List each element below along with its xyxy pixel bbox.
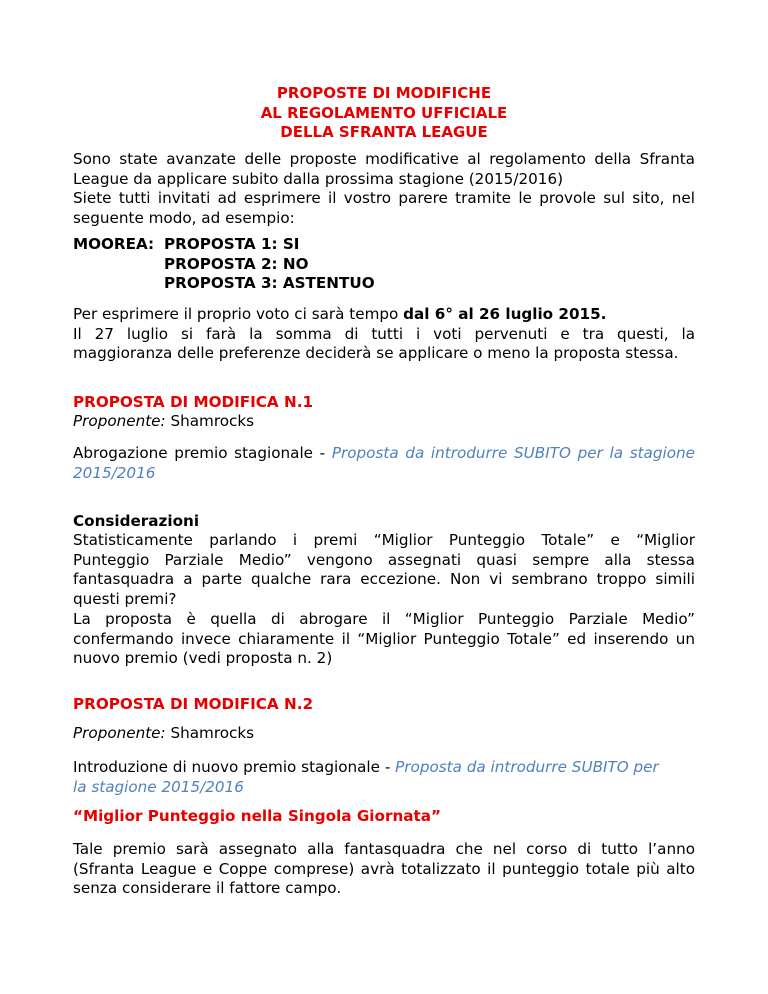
award-description: Tale premio sarà assegnato alla fantasquadra che nel corso di tutto l’anno (Sfranta League e Coppe comprese) avrà totalizzato il punteggio totale più alto senza considerare il fattore campo. [73,840,695,898]
proposal-1-heading: PROPOSTA DI MODIFICA N.1 [73,393,314,411]
title-line-2: AL REGOLAMENTO UFFICIALE [260,103,508,122]
vote-line-3: maggioranza delle preferenze deciderà se applicare o meno la proposta stessa. [73,344,679,363]
intro-line-1: Sono state avanzate delle proposte modificative al regolamento della Sfranta [73,150,695,168]
example-proposal-2: PROPOSTA 2: NO [164,254,309,273]
example-proposal-3: PROPOSTA 3: ASTENTUO [164,274,375,293]
award-name: “Miglior Punteggio nella Singola Giornata” [73,807,441,825]
considerations-heading: Considerazioni [73,512,200,530]
vote-paragraph [73,305,695,364]
example-team: MOOREA: [73,235,155,253]
intro-line-2: League da applicare subito dalla prossima stagione (2015/2016) [73,169,564,188]
proposal-1-description: Abrogazione premio stagionale - Proposta da introdurre SUBITO per la stagione 2015/2016 [73,444,695,482]
proposal-2-proposer: Proponente: Shamrocks [73,724,255,742]
example-proposal-1: PROPOSTA 1: SI [164,235,300,253]
vote-example [73,235,695,294]
intro-paragraph [73,150,695,229]
document-title [73,84,695,143]
proposal-2-timing-note: Proposta da introdurre SUBITO per [395,758,659,776]
proposal-2-description: Introduzione di nuovo premio stagionale - Proposta da introdurre SUBITO per la stagione 2015/2016 [73,758,659,796]
considerations-paragraph: Statisticamente parlando i premi “Miglior Punteggio Totale” e “Miglior Punteggio Parziale Medio” vengono assegnati quasi sempre alla stessa fantasquadra a parte qualche rara eccezione. Non vi sembrano troppo simili questi premi? La proposta è quella di abrogare il “Miglior Punteggio Parziale Medio” confermando invece chiaramente il “Miglior Punteggio Totale” ed inserendo un nuovo premio (vedi proposta n. 2) [73,531,695,668]
vote-line-2: Il 27 luglio si farà la somma di tutti i voti pervenuti e tra questi, la [73,324,695,343]
title-line-1: PROPOSTE DI MODIFICHE [276,84,492,102]
proposal-2-heading: PROPOSTA DI MODIFICA N.2 [73,695,314,713]
vote-dates: dal 6° al 26 luglio 2015. [403,305,607,323]
proposal-1-timing-note: Proposta da introdurre SUBITO per la stagione [331,444,695,462]
proposal-1-proposer: Proponente: Shamrocks [73,412,255,430]
intro-line-3: Siete tutti invitati ad esprimere il vostro parere tramite le provole sul sito, nel [73,189,695,208]
vote-line-1: Per esprimere il proprio voto ci sarà tempo dal 6° al 26 luglio 2015. [73,305,607,323]
intro-line-4: seguente modo, ad esempio: [73,209,295,228]
title-line-3: DELLA SFRANTA LEAGUE [280,123,488,141]
